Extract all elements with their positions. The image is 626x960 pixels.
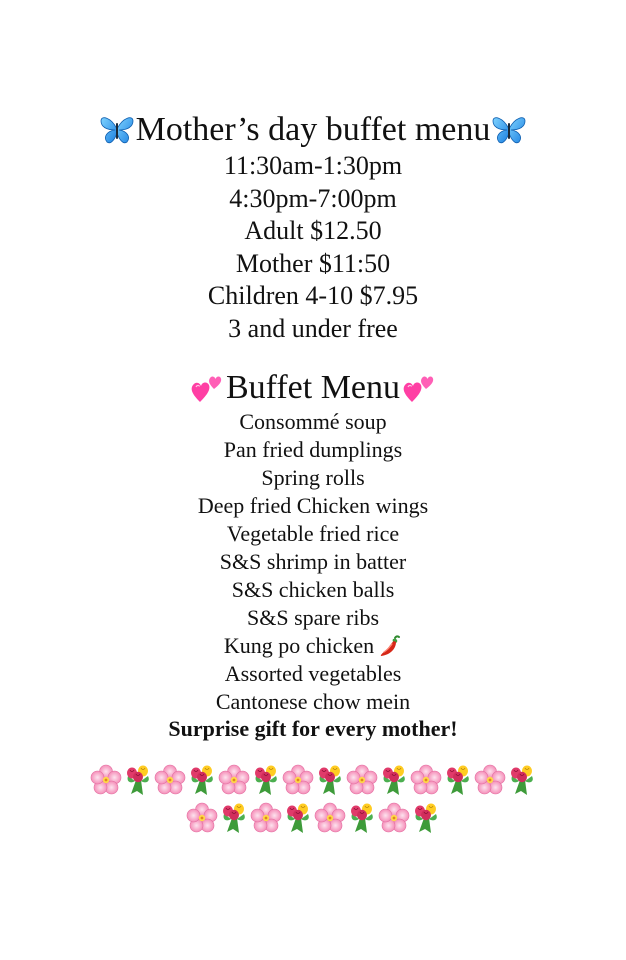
blossom-icon <box>250 802 282 834</box>
bouquet-icon <box>315 764 345 796</box>
flower-border-row-1 <box>0 764 626 796</box>
blossom-icon <box>378 802 410 834</box>
bouquet-icon <box>443 764 473 796</box>
list-item <box>0 604 626 632</box>
lunch-hours: 11:30am-1:30pm <box>223 151 403 180</box>
bouquet-icon <box>283 802 313 834</box>
adult-price: Adult $12.50 <box>244 216 382 245</box>
menu-item-label: Cantonese chow mein <box>215 689 411 714</box>
mother-price: Mother $11:50 <box>235 248 391 278</box>
bouquet-icon <box>347 802 377 834</box>
bouquet-icon <box>251 764 281 796</box>
list-item <box>0 408 626 436</box>
page-title: Mother’s day buffet menu <box>135 111 491 148</box>
chili-pepper-icon <box>378 634 402 658</box>
menu-item-label: S&S spare ribs <box>247 605 379 630</box>
menu-item-label: Pan fried dumplings <box>223 437 403 462</box>
flower-border-row-2 <box>0 802 626 834</box>
bouquet-icon <box>507 764 537 796</box>
bouquet-icon <box>379 764 409 796</box>
menu-title-row <box>0 366 626 410</box>
list-item <box>0 576 626 604</box>
butterfly-icon <box>491 115 527 145</box>
title-row <box>0 108 626 152</box>
list-item <box>0 436 626 464</box>
dinner-hours: 4:30pm-7:00pm <box>229 183 397 213</box>
bouquet-icon <box>411 802 441 834</box>
menu-item-label: Deep fried Chicken wings <box>197 493 429 518</box>
list-item <box>0 632 626 660</box>
menu-item-label: Assorted vegetables <box>224 661 402 686</box>
blossom-icon <box>282 764 314 796</box>
bouquet-icon <box>123 764 153 796</box>
menu-item-label: Consommé soup <box>239 409 387 434</box>
menu-item-label: Vegetable fried rice <box>226 521 400 546</box>
blossom-icon <box>154 764 186 796</box>
two-hearts-icon <box>190 372 224 404</box>
list-item <box>0 688 626 716</box>
list-item <box>0 660 626 688</box>
bouquet-icon <box>187 764 217 796</box>
toddler-price: 3 and under free <box>228 313 398 343</box>
children-price: Children 4-10 $7.95 <box>207 281 419 310</box>
menu-item-label: Kung po chicken <box>223 633 375 658</box>
blossom-icon <box>218 764 250 796</box>
list-item <box>0 548 626 576</box>
blossom-icon <box>410 764 442 796</box>
surprise-gift-note: Surprise gift for every mother! <box>168 716 458 741</box>
blossom-icon <box>90 764 122 796</box>
menu-item-label: S&S shrimp in batter <box>219 549 407 574</box>
list-item <box>0 492 626 520</box>
buffet-details <box>0 150 626 345</box>
blossom-icon <box>314 802 346 834</box>
blossom-icon <box>186 802 218 834</box>
menu-title: Buffet Menu <box>225 369 401 406</box>
two-hearts-icon <box>402 372 436 404</box>
list-item <box>0 464 626 492</box>
menu-item-label: S&S chicken balls <box>231 577 395 602</box>
menu-list <box>0 408 626 716</box>
menu-item-label: Spring rolls <box>261 465 365 490</box>
list-item <box>0 520 626 548</box>
bouquet-icon <box>219 802 249 834</box>
butterfly-icon <box>99 115 135 145</box>
blossom-icon <box>346 764 378 796</box>
blossom-icon <box>474 764 506 796</box>
